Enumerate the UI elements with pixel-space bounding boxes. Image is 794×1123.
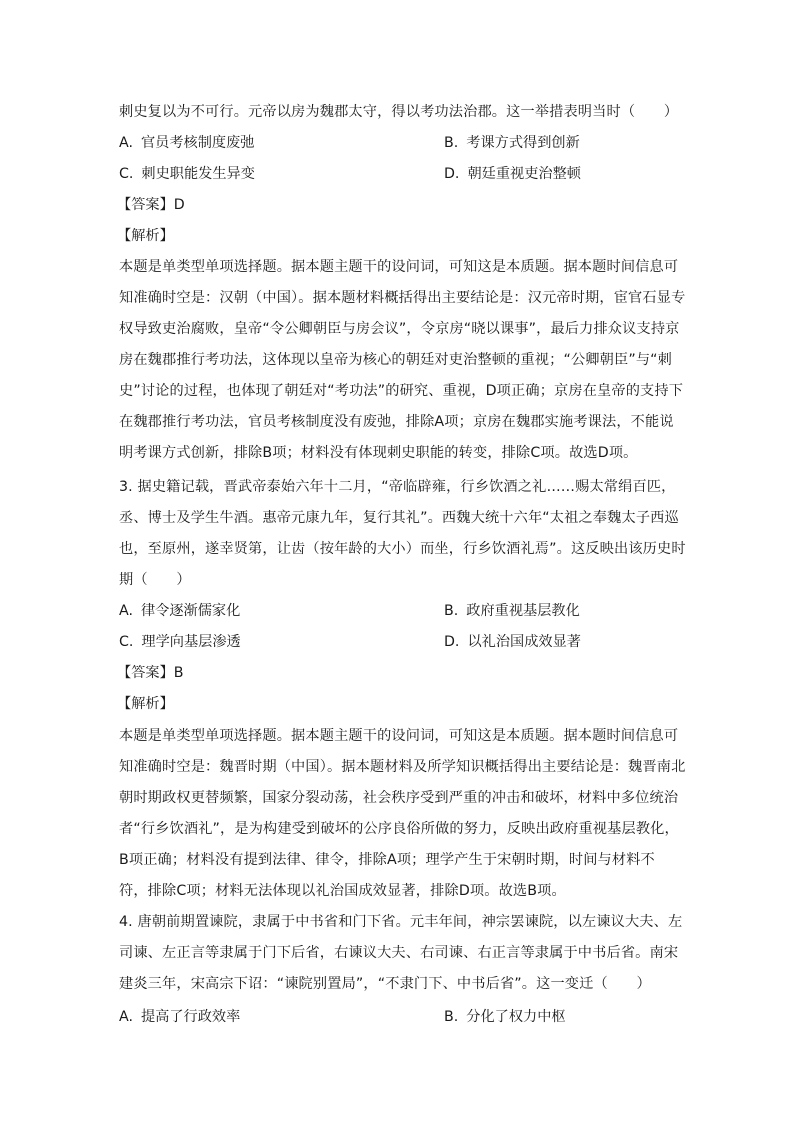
option-text: 政府重视基层教化 [466, 603, 580, 619]
q3-analysis-label: 【解析】 [117, 696, 174, 712]
q2-analysis-line: 权导致吏治腐败，皇帝“令公卿朝臣与房会议”，令京房“晓以课事”，最后力排众议支持京 [119, 321, 680, 337]
q3-analysis-line: 知准确时空是：魏晋时期（中国）。据本题材料及所学知识概括得出主要结论是：魏晋南北 [119, 759, 686, 775]
option-text: 朝廷重视吏治整顿 [467, 166, 581, 182]
q2-analysis-line: 本题是单类型单项选择题。据本题主题干的设问词，可知这是本质题。据本题时间信息可 [119, 259, 679, 275]
q3-analysis-line: 朝时期政权更替频繁，国家分裂动荡，社会秩序受到严重的冲击和破坏，材料中多位统治 [119, 790, 679, 806]
option-text: 提高了行政效率 [140, 1009, 241, 1025]
option-text: 官员考核制度废弛 [140, 135, 255, 151]
answer-label: 【答案】 [117, 665, 174, 681]
option-letter: A. [119, 135, 133, 151]
q4-option-b[interactable] [444, 1008, 566, 1026]
answer-value: D [173, 197, 185, 213]
q4-option-a[interactable] [119, 1008, 240, 1026]
q2-analysis-line: 史”讨论的过程，也体现了朝廷对“考功法”的研究、重视，D项正确；京房在皇帝的支持下 [119, 383, 684, 399]
option-text: 考课方式得到创新 [466, 135, 580, 151]
q4-stem-line: 4. 唐朝前期置谏院，隶属于中书省和门下省。元丰年间，神宗罢谏院，以左谏议大夫、左 [119, 914, 683, 930]
option-text: 律令逐渐儒家化 [140, 603, 241, 619]
q3-option-a[interactable] [119, 602, 240, 620]
q3-stem-line: 丞、博士及学生牛酒。惠帝元康九年，复行其礼”。西魏大统十六年“太祖之奉魏太子西巡 [119, 510, 679, 526]
q2-analysis-line: 房在魏郡推行考功法，这体现以皇帝为核心的朝廷对吏治整顿的重视；“公卿朝臣”与“刺 [119, 352, 672, 368]
q2-answer [117, 196, 185, 214]
q2-stem-tail: 刺史复以为不可行。元帝以房为魏郡太守，得以考功法治郡。这一举措表明当时（ ） [119, 104, 679, 120]
option-letter: C. [119, 634, 134, 650]
answer-label: 【答案】 [117, 197, 174, 213]
option-letter: B. [444, 135, 459, 151]
option-text: 理学向基层渗透 [141, 634, 241, 650]
q2-option-c[interactable] [119, 165, 255, 183]
option-letter: B. [444, 1009, 459, 1025]
q3-analysis-line: B项正确；材料没有提到法律、律令，排除A项；理学产生于宋朝时期，时间与材料不 [119, 852, 655, 868]
q2-option-b[interactable] [444, 134, 580, 152]
answer-value: B [173, 665, 184, 681]
q3-analysis-line: 本题是单类型单项选择题。据本题主题干的设问词，可知这是本质题。据本题时间信息可 [119, 728, 679, 744]
q3-option-c[interactable] [119, 633, 241, 651]
q3-analysis-line: 符，排除C项；材料无法体现以礼治国成效显著，排除D项。故选B项。 [119, 883, 566, 899]
q3-stem-line: 3. 据史籍记载，晋武帝泰始六年十二月，“帝临辟雍，行乡饮酒之礼……赐太常绢百匹， [119, 479, 676, 495]
q2-analysis-line: 明考课方式创新，排除B项；材料没有体现刺史职能的转变，排除C项。故选D项。 [119, 445, 638, 461]
option-text: 刺史职能发生异变 [141, 166, 255, 182]
option-letter: A. [119, 1009, 133, 1025]
option-letter: D. [444, 634, 460, 650]
q3-option-b[interactable] [444, 602, 580, 620]
q3-answer [117, 664, 184, 682]
option-text: 分化了权力中枢 [466, 1009, 566, 1025]
option-letter: D. [444, 166, 460, 182]
q2-analysis-line: 在魏郡推行考功法，官员考核制度没有废弛，排除A项；京房在魏郡实施考课法，不能说 [119, 414, 674, 430]
q3-analysis-line: 者“行乡饮酒礼”，是为构建受到破坏的公序良俗所做的努力，反映出政府重视基层教化， [119, 821, 679, 837]
option-letter: C. [119, 166, 134, 182]
option-letter: A. [119, 603, 133, 619]
q2-option-d[interactable] [444, 165, 581, 183]
q3-stem-line: 期（ ） [119, 572, 191, 588]
q4-stem-line: 建炎三年，宋高宗下诏：“谏院别置局”，“不隶门下、中书后省”。这一变迁（ ） [119, 976, 651, 992]
q2-analysis-label: 【解析】 [117, 228, 174, 244]
q2-option-a[interactable] [119, 134, 254, 152]
q4-stem-line: 司谏、左正言等隶属于门下后省，右谏议大夫、右司谏、右正言等隶属于中书后省。南宋 [119, 945, 679, 961]
option-letter: B. [444, 603, 459, 619]
q3-stem-line: 也，至原州，遂幸贤第，让齿（按年龄的大小）而坐，行乡饮酒礼焉”。这反映出该历史时 [119, 541, 686, 557]
q3-option-d[interactable] [444, 633, 581, 651]
option-text: 以礼治国成效显著 [467, 634, 581, 650]
q2-analysis-line: 知准确时空是：汉朝（中国）。据本题材料概括得出主要结论是：汉元帝时期，宦官石显专 [119, 290, 686, 306]
